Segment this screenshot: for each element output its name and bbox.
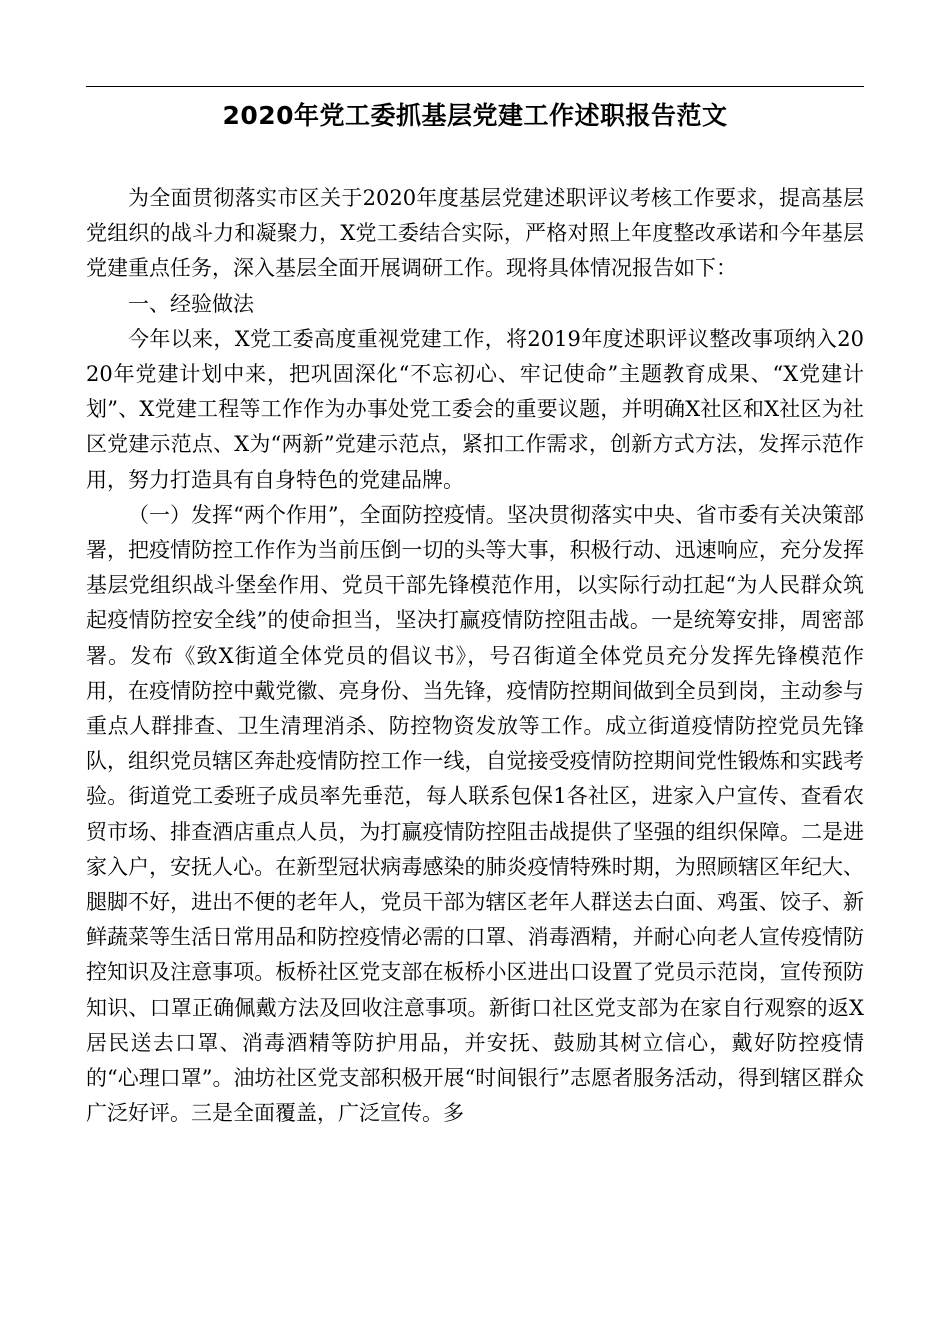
epidemic-control-paragraph: （一）发挥“两个作用”，全面防控疫情。坚决贯彻落实中央、省市委有关决策部署，把疫情防控工作作为当前压倒一切的头等大事，积极行动、迅速响应，充分发挥基层党组织战斗堡垒作用、党员干部先锋模范作用，以实际行动扛起“为人民群众筑起疫情防控安全线”的使命担当，坚决打赢疫情防控阻击战。一是统筹安排，周密部署。发布《致X街道全体党员的倡议书》，号召街道全体党员充分发挥先锋模范作用，在疫情防控中戴党徽、亮身份、当先锋，疫情防控期间做到全员到岗，主动参与重点人群排查、卫生清理消杀、防控物资发放等工作。成立街道疫情防控党员先锋队，组织党员辖区奔赴疫情防控工作一线，自觉接受疫情防控期间党性锻炼和实践考验。街道党工委班子成员率先垂范，每人联系包保1各社区，进家入户宣传、查看农贸市场、排查酒店重点人员，为打赢疫情防控阻击战提供了坚强的组织保障。二是进家入户，安抚人心。在新型冠状病毒感染的肺炎疫情特殊时期，为照顾辖区年纪大、腿脚不好，进出不便的老年人，党员干部为辖区老年人群送去白面、鸡蛋、饺子、新鲜蔬菜等生活日常用品和防控疫情必需的口罩、消毒酒精，并耐心向老人宣传疫情防控知识及注意事项。板桥社区党支部在板桥小区进出口设置了党员示范岗，宣传预防知识、口罩正确佩戴方法及回收注意事项。新街口社区党支部为在家自行观察的返X居民送去口罩、消毒酒精等防护用品，并安抚、鼓励其树立信心，戴好防控疫情的“心理口罩”。油坊社区党支部积极开展“时间银行”志愿者服务活动，得到辖区群众广泛好评。三是全面覆盖，广泛宣传。多	[86, 502, 864, 1126]
intro-paragraph: 为全面贯彻落实市区关于2020年度基层党建述职评议考核工作要求，提高基层党组织的战斗力和凝聚力，X党工委结合实际，严格对照上年度整改承诺和今年基层党建重点任务，深入基层全面开展调研工作。现将具体情况报告如下：	[86, 186, 864, 281]
overview-paragraph: 今年以来，X党工委高度重视党建工作，将2019年度述职评议整改事项纳入2020年党建计划中来，把巩固深化“不忘初心、牢记使命”主题教育成果、“X党建计划”、X党建工程等工作作为办事处党工委会的重要议题，并明确X社区和X社区为社区党建示范点、X为“两新”党建示范点，紧扣工作需求，创新方式方法，发挥示范作用，努力打造具有自身特色的党建品牌。	[86, 326, 864, 492]
header-rule	[86, 86, 864, 87]
section-heading-experience: 一、经验做法	[128, 291, 254, 316]
document-body	[86, 181, 864, 1131]
document-title: 2020年党工委抓基层党建工作述职报告范文	[222, 101, 728, 130]
